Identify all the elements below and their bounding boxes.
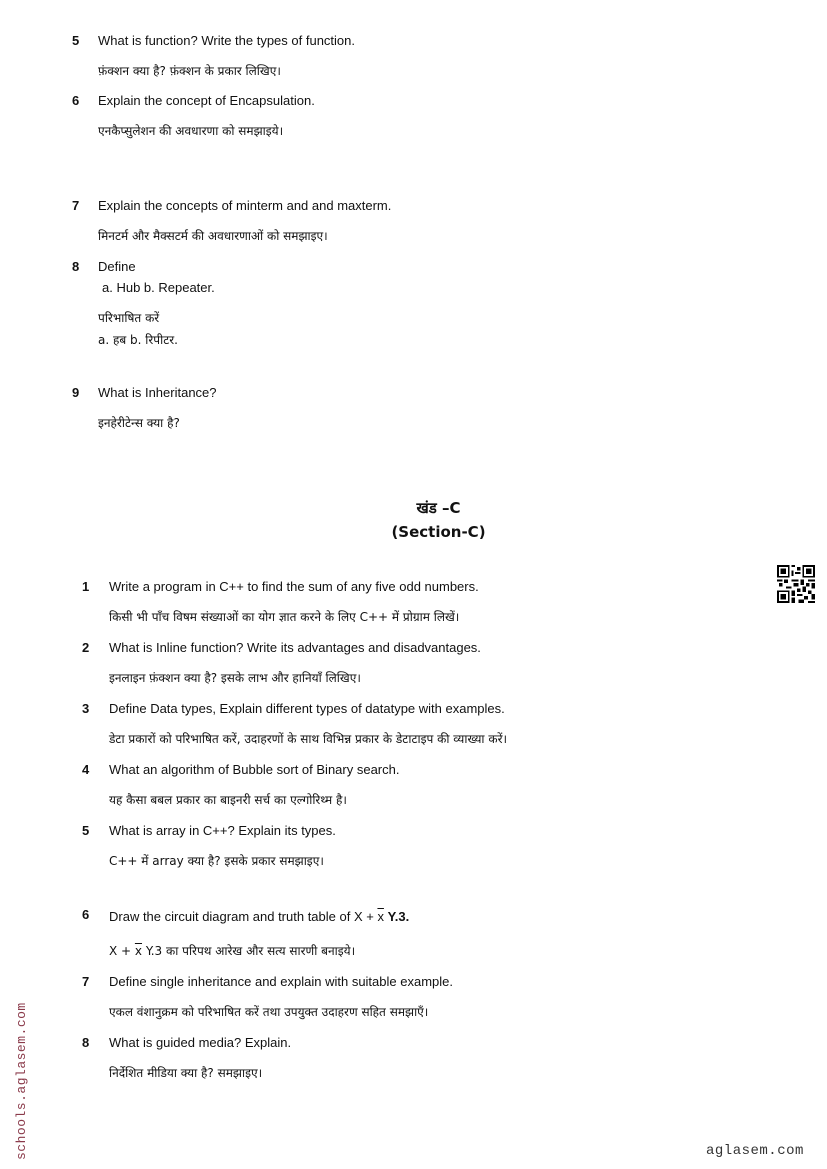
question-text-en: Define — [98, 259, 136, 274]
question-number: 9 — [72, 385, 80, 400]
expression-complement: $\overline{x}$ — [377, 909, 384, 924]
question-text-en: What an algorithm of Bubble sort of Binary search. — [109, 762, 400, 777]
question-number: 6 — [82, 907, 90, 922]
question-number: 4 — [82, 762, 90, 777]
question-text-hi: इनलाइन फ़ंक्शन क्या है? इसके लाभ और हानियाँ लिखिए। — [109, 671, 361, 685]
section-c-title: (Section-C) — [391, 523, 486, 541]
question-text-hi — [109, 943, 355, 959]
question-number: 5 — [82, 823, 90, 838]
question-text-en-options: a. Hub b. Repeater. — [102, 280, 215, 295]
question-text-en: Explain the concept of Encapsulation. — [98, 93, 315, 108]
expression-suffix: Y.3. — [387, 909, 410, 924]
question-text-en: What is guided media? Explain. — [109, 1035, 292, 1050]
question-number: 1 — [82, 579, 90, 594]
expression-suffix: Y.3 का परिपथ आरेख और सत्य सारणी बनाइये। — [142, 944, 356, 958]
question-number: 8 — [82, 1035, 90, 1050]
question-text-en: What is Inheritance? — [98, 385, 217, 400]
question-text-hi: C++ में array क्या है? इसके प्रकार समझाइए। — [109, 854, 324, 868]
question-number: 7 — [72, 198, 80, 213]
question-text-en: Define single inheritance and explain with suitable example. — [109, 974, 453, 989]
expression-prefix: X + — [109, 944, 135, 958]
question-text-en: Define Data types, Explain different types of datatype with examples. — [109, 701, 505, 716]
question-text-hi: इनहेरीटेन्स क्या है? — [98, 416, 180, 430]
question-text-hi: मिनटर्म और मैक्सटर्म की अवधारणाओं को समझाइए। — [98, 229, 328, 243]
question-number: 7 — [82, 974, 90, 989]
question-number: 5 — [72, 33, 80, 48]
question-text-hi: एनकैप्सुलेशन की अवधारणा को समझाइये। — [98, 124, 284, 138]
question-text-en: Write a program in C++ to find the sum of any five odd numbers. — [109, 579, 479, 594]
question-text-hi: निर्देशित मीडिया क्या है? समझाइए। — [109, 1066, 263, 1080]
question-text-hi: एकल वंशानुक्रम को परिभाषित करें तथा उपयुक्त उदाहरण सहित समझाएँ। — [109, 1005, 429, 1019]
expression-prefix: Draw the circuit diagram and truth table of X + — [109, 909, 378, 924]
question-number: 8 — [72, 259, 80, 274]
question-text-hi: फ़ंक्शन क्या है? फ़ंक्शन के प्रकार लिखिए। — [98, 64, 281, 78]
expression-complement: $\overline{x}$ — [134, 944, 143, 958]
question-number: 3 — [82, 701, 90, 716]
question-text-hi: डेटा प्रकारों को परिभाषित करें, उदाहरणों के साथ विभिन्न प्रकार के डेटाटाइप की व्याख्या करें। — [109, 732, 508, 746]
section-c-title-hindi: खंड –C — [416, 499, 461, 517]
question-text-hi-options: a. हब b. रिपीटर. — [98, 333, 178, 347]
question-text-hi: किसी भी पाँच विषम संख्याओं का योग ज्ञात करने के लिए C++ में प्रोग्राम लिखें। — [109, 610, 460, 624]
question-text-en: Explain the concepts of minterm and and maxterm. — [98, 198, 392, 213]
question-text-hi: यह कैसा बबल प्रकार का बाइनरी सर्च का एल्गोरिथ्म है। — [109, 793, 347, 807]
question-text-en: What is array in C++? Explain its types. — [109, 823, 336, 838]
qr-code-icon — [776, 565, 816, 603]
question-text-en — [109, 909, 409, 925]
side-watermark: schools.aglasem.com — [14, 1002, 29, 1160]
question-text-en: What is Inline function? Write its advantages and disadvantages. — [109, 640, 481, 655]
question-number: 6 — [72, 93, 80, 108]
question-number: 2 — [82, 640, 90, 655]
footer-watermark: aglasem.com — [706, 1143, 804, 1159]
question-text-en: What is function? Write the types of function. — [98, 33, 355, 48]
question-text-hi: परिभाषित करें — [98, 311, 160, 325]
